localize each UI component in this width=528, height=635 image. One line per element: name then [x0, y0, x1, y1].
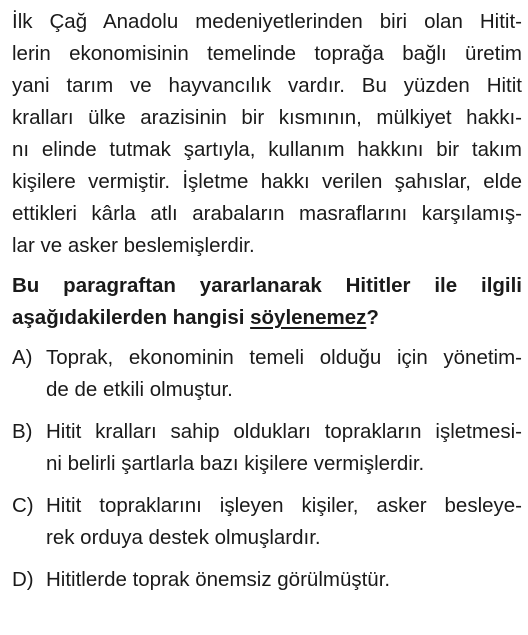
question-line-1: Bu paragraftan yararlanarak Hititler ile ilgili	[12, 274, 522, 297]
passage-line: ettikleri kârla atlı arabaların masraflarını karşılamış-	[12, 202, 522, 225]
passage-paragraph	[12, 6, 522, 262]
option-text: Hititlerde toprak önemsiz görülmüştür.	[46, 568, 391, 591]
passage-line: nı elinde tutmak şartıyla, kullanım hakkını bir takım	[12, 138, 522, 161]
question-text: aşağıdakilerden hangisi	[12, 306, 251, 329]
question-mark: ?	[366, 306, 379, 329]
option-d[interactable]	[12, 564, 522, 596]
question-line-2	[12, 302, 522, 334]
option-letter: D)	[12, 568, 34, 591]
passage-line: kişilere vermiştir. İşletme hakkı verilen şahıslar, elde	[12, 170, 522, 193]
option-a[interactable]	[12, 342, 522, 406]
option-text: rek orduya destek olmuşlardır.	[46, 526, 321, 549]
underlined-keyword: söylenemez	[250, 306, 367, 329]
passage-line: yani tarım ve hayvancılık vardır. Bu yüzden Hitit	[12, 74, 522, 97]
passage-line: kralları ülke arazisinin bir kısmının, mülkiyet hakkı-	[12, 106, 522, 129]
option-text: Hitit kralları sahip oldukları toprakların işletmesi-	[46, 420, 522, 443]
question-page	[12, 6, 522, 606]
option-letter: C)	[12, 494, 34, 517]
option-c[interactable]	[12, 490, 522, 554]
answer-options	[12, 342, 522, 596]
option-letter: B)	[12, 420, 33, 443]
passage-line: lar ve asker beslemişlerdir.	[12, 234, 255, 257]
option-text: de de etkili olmuştur.	[46, 378, 233, 401]
passage-line: lerin ekonomisinin temelinde toprağa bağlı üretim	[12, 42, 522, 65]
option-b[interactable]	[12, 416, 522, 480]
passage-line: İlk Çağ Anadolu medeniyetlerinden biri olan Hitit-	[12, 10, 522, 33]
option-text: ni belirli şartlarla bazı kişilere vermişlerdir.	[46, 452, 425, 475]
option-text: Hitit topraklarını işleyen kişiler, asker besleye-	[46, 494, 522, 517]
question-stem	[12, 270, 522, 334]
option-letter: A)	[12, 346, 33, 369]
option-text: Toprak, ekonominin temeli olduğu için yönetim-	[46, 346, 522, 369]
